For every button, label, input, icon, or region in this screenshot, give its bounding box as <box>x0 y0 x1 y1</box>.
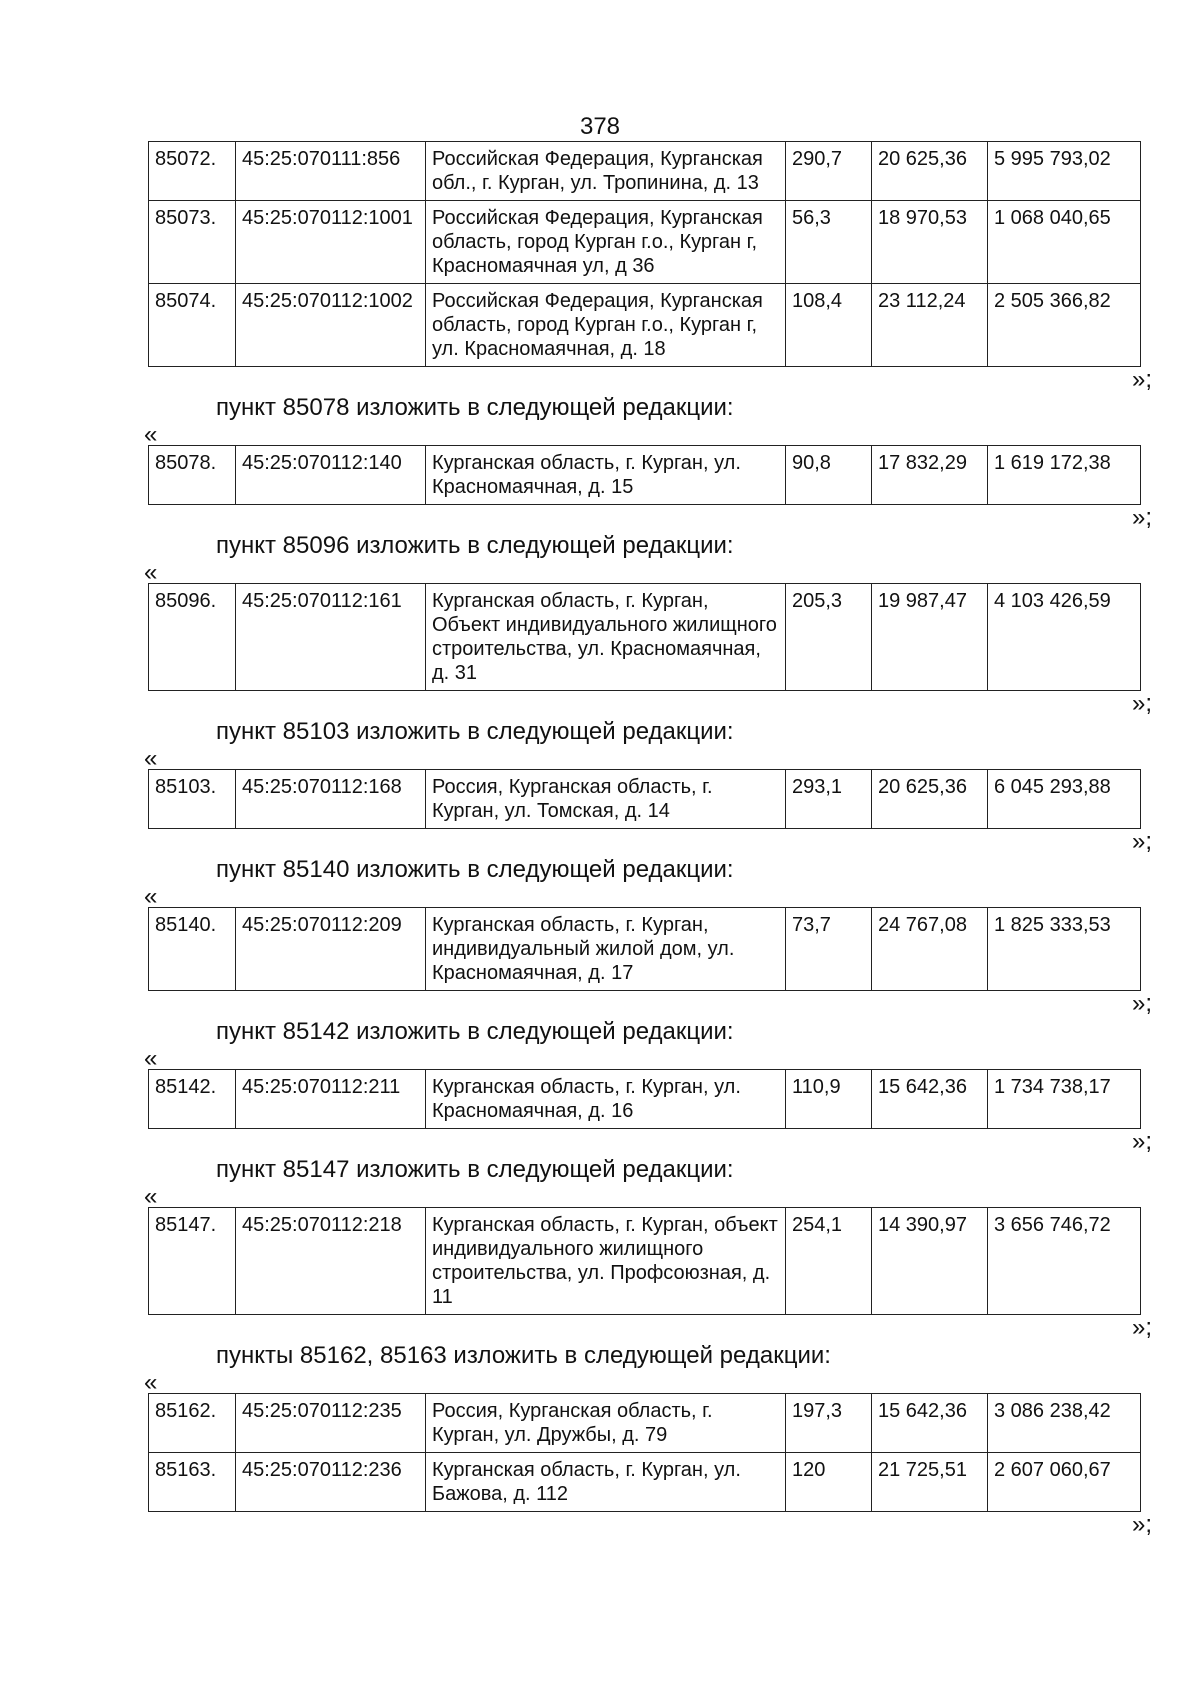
address-cell: Курганская область, г. Курган, индивидуальный жилой дом, ул. Красномаячная, д. 17 <box>426 908 786 991</box>
closing-quote: »; <box>1131 990 1152 1017</box>
cadastral-value-cell: 1 825 333,53 <box>988 908 1141 991</box>
cadastral-value-cell: 2 607 060,67 <box>988 1453 1141 1512</box>
cadastral-value-cell: 3 086 238,42 <box>988 1394 1141 1453</box>
cadastral-value-cell: 1 734 738,17 <box>988 1070 1141 1129</box>
specific-value-cell: 24 767,08 <box>872 908 988 991</box>
amendment-block <box>144 393 1152 531</box>
area-cell: 120 <box>786 1453 872 1512</box>
amendment-table <box>148 445 1141 505</box>
amendments-list <box>144 393 1152 1538</box>
table-row <box>149 1453 1141 1512</box>
amendment-block <box>144 1017 1152 1155</box>
amendment-table <box>148 1069 1141 1129</box>
closing-quote: »; <box>1131 504 1152 531</box>
table-row <box>149 770 1141 829</box>
table-row <box>149 446 1141 505</box>
table-row <box>149 908 1141 991</box>
table-row <box>149 584 1141 691</box>
specific-value-cell: 18 970,53 <box>872 201 988 284</box>
opening-quote: « <box>144 883 158 910</box>
closing-quote: »; <box>1131 366 1152 393</box>
amendment-table <box>148 583 1141 691</box>
item-number-cell: 85163. <box>149 1453 236 1512</box>
specific-value-cell: 21 725,51 <box>872 1453 988 1512</box>
amendment-instruction: пункты 85162, 85163 изложить в следующей редакции: <box>216 1342 831 1369</box>
closing-quote: »; <box>1131 828 1152 855</box>
cadastral-value-cell: 2 505 366,82 <box>988 284 1141 367</box>
table-row <box>149 201 1141 284</box>
closing-quote: »; <box>1131 1314 1152 1341</box>
cadastral-number-cell: 45:25:070112:211 <box>236 1070 426 1129</box>
cadastral-value-cell: 1 068 040,65 <box>988 201 1141 284</box>
cadastral-number-cell: 45:25:070112:235 <box>236 1394 426 1453</box>
specific-value-cell: 23 112,24 <box>872 284 988 367</box>
address-cell: Россия, Курганская область, г. Курган, ул. Дружбы, д. 79 <box>426 1394 786 1453</box>
area-cell: 205,3 <box>786 584 872 691</box>
amendment-instruction: пункт 85096 изложить в следующей редакции: <box>216 532 734 559</box>
cadastral-number-cell: 45:25:070112:236 <box>236 1453 426 1512</box>
table-row <box>149 1208 1141 1315</box>
opening-quote: « <box>144 1045 158 1072</box>
opening-quote: « <box>144 559 158 586</box>
cadastral-value-cell: 3 656 746,72 <box>988 1208 1141 1315</box>
area-cell: 108,4 <box>786 284 872 367</box>
specific-value-cell: 20 625,36 <box>872 142 988 201</box>
item-number-cell: 85162. <box>149 1394 236 1453</box>
address-cell: Курганская область, г. Курган, ул. Красномаячная, д. 15 <box>426 446 786 505</box>
document-body <box>144 141 1152 1538</box>
amendment-table <box>148 1393 1141 1512</box>
closing-quote: »; <box>1131 690 1152 717</box>
specific-value-cell: 20 625,36 <box>872 770 988 829</box>
address-cell: Курганская область, г. Курган, ул. Красномаячная, д. 16 <box>426 1070 786 1129</box>
address-cell: Курганская область, г. Курган, Объект индивидуального жилищного строительства, ул. Красномаячная, д. 31 <box>426 584 786 691</box>
register-table <box>148 141 1141 367</box>
specific-value-cell: 19 987,47 <box>872 584 988 691</box>
item-number-cell: 85147. <box>149 1208 236 1315</box>
amendment-block <box>144 855 1152 1017</box>
area-cell: 197,3 <box>786 1394 872 1453</box>
table-row <box>149 284 1141 367</box>
cadastral-number-cell: 45:25:070112:209 <box>236 908 426 991</box>
item-number-cell: 85072. <box>149 142 236 201</box>
amendment-table <box>148 1207 1141 1315</box>
table-row <box>149 1394 1141 1453</box>
amendment-instruction: пункт 85142 изложить в следующей редакции: <box>216 1018 734 1045</box>
amendment-instruction: пункт 85140 изложить в следующей редакции: <box>216 856 734 883</box>
item-number-cell: 85142. <box>149 1070 236 1129</box>
page-number: 378 <box>579 113 621 140</box>
cadastral-value-cell: 5 995 793,02 <box>988 142 1141 201</box>
cadastral-number-cell: 45:25:070112:140 <box>236 446 426 505</box>
amendment-block <box>144 717 1152 855</box>
area-cell: 56,3 <box>786 201 872 284</box>
closing-quote: »; <box>1131 1511 1152 1538</box>
cadastral-number-cell: 45:25:070112:218 <box>236 1208 426 1315</box>
opening-quote: « <box>144 745 158 772</box>
amendment-block <box>144 1341 1152 1538</box>
address-cell: Российская Федерация, Курганская область, город Курган г.о., Курган г, Красномаячная ул, д 36 <box>426 201 786 284</box>
cadastral-number-cell: 45:25:070112:1002 <box>236 284 426 367</box>
opening-quote: « <box>144 421 158 448</box>
specific-value-cell: 17 832,29 <box>872 446 988 505</box>
cadastral-number-cell: 45:25:070111:856 <box>236 142 426 201</box>
address-cell: Курганская область, г. Курган, ул. Бажова, д. 112 <box>426 1453 786 1512</box>
area-cell: 90,8 <box>786 446 872 505</box>
area-cell: 254,1 <box>786 1208 872 1315</box>
item-number-cell: 85103. <box>149 770 236 829</box>
item-number-cell: 85078. <box>149 446 236 505</box>
table-row <box>149 142 1141 201</box>
item-number-cell: 85140. <box>149 908 236 991</box>
specific-value-cell: 15 642,36 <box>872 1394 988 1453</box>
cadastral-number-cell: 45:25:070112:161 <box>236 584 426 691</box>
area-cell: 73,7 <box>786 908 872 991</box>
area-cell: 110,9 <box>786 1070 872 1129</box>
cadastral-number-cell: 45:25:070112:168 <box>236 770 426 829</box>
amendment-table <box>148 769 1141 829</box>
closing-quote: »; <box>1131 1128 1152 1155</box>
specific-value-cell: 15 642,36 <box>872 1070 988 1129</box>
address-cell: Россия, Курганская область, г. Курган, ул. Томская, д. 14 <box>426 770 786 829</box>
area-cell: 290,7 <box>786 142 872 201</box>
amendment-instruction: пункт 85147 изложить в следующей редакции: <box>216 1156 734 1183</box>
area-cell: 293,1 <box>786 770 872 829</box>
cadastral-value-cell: 4 103 426,59 <box>988 584 1141 691</box>
amendment-instruction: пункт 85103 изложить в следующей редакции: <box>216 718 734 745</box>
amendment-table <box>148 907 1141 991</box>
cadastral-value-cell: 6 045 293,88 <box>988 770 1141 829</box>
opening-quote: « <box>144 1369 158 1396</box>
address-cell: Российская Федерация, Курганская область, город Курган г.о., Курган г, ул. Красномаячная, д. 18 <box>426 284 786 367</box>
opening-quote: « <box>144 1183 158 1210</box>
item-number-cell: 85096. <box>149 584 236 691</box>
address-cell: Курганская область, г. Курган, объект индивидуального жилищного строительства, ул. Профсоюзная, д. 11 <box>426 1208 786 1315</box>
item-number-cell: 85073. <box>149 201 236 284</box>
address-cell: Российская Федерация, Курганская обл., г. Курган, ул. Тропинина, д. 13 <box>426 142 786 201</box>
cadastral-value-cell: 1 619 172,38 <box>988 446 1141 505</box>
amendment-block <box>144 531 1152 717</box>
table-row <box>149 1070 1141 1129</box>
item-number-cell: 85074. <box>149 284 236 367</box>
specific-value-cell: 14 390,97 <box>872 1208 988 1315</box>
amendment-block <box>144 1155 1152 1341</box>
cadastral-number-cell: 45:25:070112:1001 <box>236 201 426 284</box>
amendment-instruction: пункт 85078 изложить в следующей редакции: <box>216 394 734 421</box>
